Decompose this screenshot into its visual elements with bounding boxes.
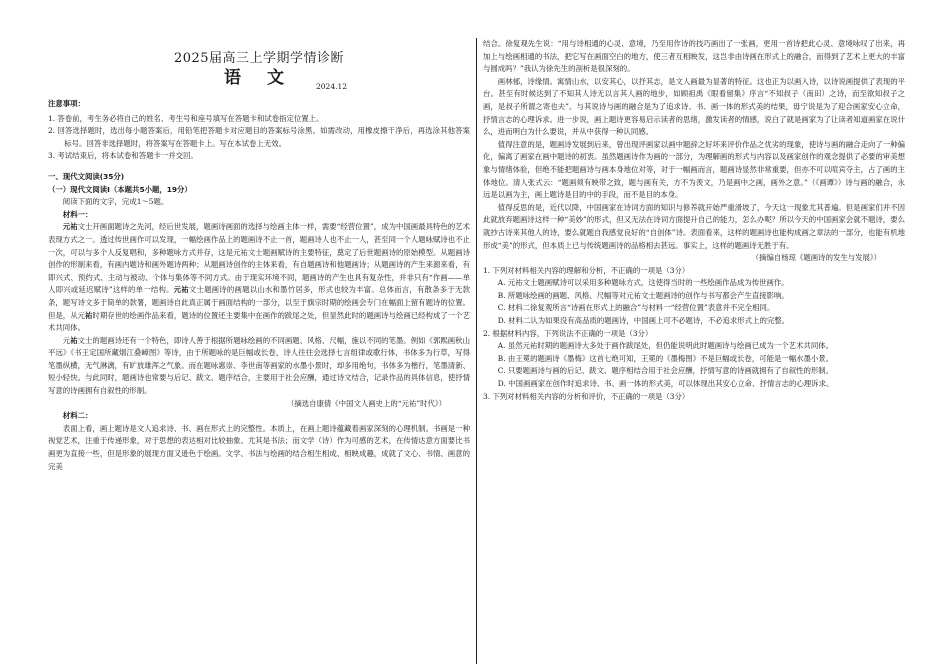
material1-citation: （摘选自康倩《中国文人画史上的“元祐”时代》） (286, 398, 446, 408)
era-name: 元祐 (62, 222, 78, 232)
question-2: 2. 根据材料内容，下列说法不正确的一项是（3分） (483, 328, 653, 338)
notice-heading: 注意事项： (48, 99, 85, 108)
era-name: 元祐 (173, 285, 189, 295)
material2-citation: （摘编自杨琼《题画诗的发生与发展》） (751, 253, 881, 263)
material1-paragraph-2: 元祐文士的题画诗还有一个特色，即诗人善于根据所题咏绘画的不同画题、风格、尺幅，施以不同的笔墨。例如《郭熙画秋山平远》《书王定国所藏烟江叠嶂图》等诗，由于所题咏的是巨幅或长卷，诗人往往会选择七言组律或歌行体，书体多为行草，写得笔墨纵横，无气淋漓，有旷放雄浑之气象。而在题咏惠崇、李世南等画家的水墨小景时，却多用绝句，书体多为楷行，笔墨清新、短小轻快。与此同时，题画诗也常要与后记、跋文、题序结合，主要用于社会应酬，通过诗文结合，记录作品的具体信息，使抒情写意的诗画拥有自叙性的形制。 (48, 335, 470, 396)
notice-list (48, 113, 470, 163)
notice-item: 1. 答卷前，考生务必将自己的姓名、考生号和座号填写在答题卡和试卷指定位置上。 (48, 113, 324, 123)
question-2-option-c: C. 只要题画诗与画的后记、跋文、题序相结合用于社会应酬，抒情写意的诗画就拥有了自叙性的形制。 (497, 366, 834, 376)
right-column (483, 38, 905, 403)
material1-label: 材料一： (62, 209, 93, 219)
question-1: 1. 下列对材料相关内容的理解和分析，不正确的一项是（3分） (483, 265, 690, 275)
question-1-option-a: A. 元祐文士题画赋诗可以采用多种题咏方式，这使得当时的一些绘画作品成为传世画作。 (497, 278, 789, 288)
material2-paragraph-4: 值得反思的是，近代以降，中国画家在诗词方面的知识与修养就开始严重滑坡了，今天这一现象尤其普遍。但是画家们并不因此就放弃题画诗这样一种“美妙”的形式，但又无法在诗词方面提升自己的能力，怎么办呢？所以今天的中国画家会就不题诗，要么就抄古诗来其他人的诗，要么就题自我感觉良好的“自创体”诗。表面看来，这样的题画诗也能构成画之章法的一部分，也能有机地形成“美”的形式，但本质上已与传统题画诗的品格相去甚远。事实上，这样的题画诗无胜于有。 (483, 202, 905, 250)
question-1-option-d: D. 材料二认为如果没有高品质的题画诗，中国画上可不必题诗，不必追求形式上的完整。 (497, 316, 790, 326)
reading-instruction: 阅读下面的文字，完成1～5题。 (62, 197, 169, 207)
era-name: 祐 (70, 335, 78, 345)
left-column (48, 50, 470, 473)
question-2-option-b: B. 由王冕的题画诗《墨梅》这首七绝可知，王冕的《墨梅图》不是巨幅或长卷，可能是一幅水墨小景。 (497, 353, 834, 363)
material1-paragraph-1: 元祐文士开画面题诗之先河，经后世发展，题画诗画面的选择与绘画主体一样，需要“经营位置”，成为中国画最具特色的艺术表现方式之一。透过传世画作可以发现，一幅绘画作品上的题画诗不止一首，题画诗人也不止一人，甚至同一个人题咏赋诗也不止一次，可以与多个人反复唱和，多种题咏方式并存，这是元祐文士题画赋诗的主要特征，奠定了后世题画诗的原始模型。从题画诗创作的形制来看，有画内题诗和画外题诗两种；从题画诗创作的主体来看，有自题画诗和他题画诗；从题画诗的产生来源来看，有即兴式、预约式、主动与被动、个体与集体等不同方式。由于现实环境不同，题画诗的产生也具有复杂性，并非只有“作画——单人即兴或延迟赋诗”这样的单一结构。元祐文士题画诗的画题以山水和墨竹居多，形式也较为丰富。总体而言，有散条多于无款条，题写诗文多于简单的款署，题画诗自此真正属于画面结构的一部分，以至于旗宗时期的绘画会专门在幅面上留有题诗的位置。但是，从元祐时期存世的绘画作品来看，题诗的位置还主要集中在画作的跋尾之处，但显然此时的题画诗与绘画已经构成了一个艺术共同体。 (48, 222, 470, 333)
exam-title: 2025届高三上学期学情诊断 (173, 51, 345, 66)
column-divider (476, 38, 477, 664)
notice-item: 3. 考试结束后，将本试卷和答题卡一并交回。 (48, 151, 198, 161)
material2-paragraph-3: 值得注意的是，题画诗发展到后来，曾出现评画家以画中题辞之好坏来评价作品之优劣的现象，使诗与画的融合走向了一种偏化，偏离了画家在画中题诗的初衷。虽然题画诗作为画的一部分，为理解画的形式与内容以及画家创作的观念提供了必要的审美想象与情绪体验，但绝不能把题画诗与画本身地位对等，对于一幅画而言，题画诗显然非常重要，但亦不可以喧宾夺主，占了画的主体地位。清人张式云：“题画须有映带之致，题与画有关，方不为羡文，乃是画中之画，画外之意。”（《画谭》）诗与画的融合，永远是以画为主，画上题诗是目的中的手段，而不是目的本身。 (483, 139, 905, 200)
material2-label: 材料二： (62, 411, 93, 421)
notice-item: 2. 回答选择题时，选出每小题答案后，用铅笔把答题卡对应题目的答案标号涂黑。如需改动，用橡皮擦干净后，再选涂其他答案标号。回答非选择题时，将答案写在答题卡上。写在本试卷上无效。 (48, 126, 470, 148)
material2-paragraph-continued: 结合。徐复观先生说：“用与诗相通的心灵、意境，乃至用作诗的技巧画出了一张画，更用一首诗把此心灵、意境咏叹了出来，再加上与绘画相通的书法，把它写在画面空白的地方，使三者互相映发，这岂非由诗画在形式上的融合，而得到了艺术上更大的丰富与圆成吗？”我认为徐先生的剖析是很深刻的。 (483, 39, 905, 74)
question-2-option-d: D. 中国画画家在创作时追求诗、书、画一体的形式美，可以体现出其安心立命、抒情言志的心理诉求。 (497, 379, 834, 389)
exam-date: 2024.12 (316, 82, 348, 91)
question-1-option-b: B. 所题咏绘画的画题、风格、尺幅等对元祐文士题画诗的创作与书写都会产生直接影响。 (497, 290, 789, 300)
subsection-heading: （一）现代文阅读Ⅰ（本题共5小题，19分） (48, 184, 192, 194)
question-1-option-c: C. 材料二徐复观所言“诗画在形式上的融合”与材料一“经营位置”表意并不完全相同。 (497, 303, 775, 313)
subject-heading: 语 文 (224, 68, 294, 88)
question-3: 3. 下列对材料相关内容的分析和评价，不正确的一项是（3分） (483, 391, 690, 401)
section-heading: 一、现代文阅读(35分) (48, 171, 125, 181)
era-name: 祐 (85, 310, 93, 320)
material2-paragraph-1: 表面上看，画上题诗是文人追求诗、书、画在形式上的完整性。本质上，在画上题诗蕴藏着画家深刻的心理机制。书画是一种视觉艺术，注重于传递形象，对于思想的表达相对比较抽象。尤其是书法；而文学（诗）作为可感的艺术，在传情达意方面要比书画更为直接一些，但是形象的展现方面又逊色于绘画。文学、书法与绘画的结合相生相成、相映成趣，成就了文心、书情、画意的完美 (48, 423, 470, 471)
subject-row (48, 68, 470, 94)
material2-paragraph-2: 画林郁，诗缘情。寓情山水，以安其心，以抒其志，是文人画最为显著的特征。这也正为以画入诗，以诗说画提供了表现的平台。甚至有时候达到了不知其人诗无以言其人画的地步，如顾祖禹《眼看留集》序言“不知叔子（南田）之诗，而至欲知叔子之画，是叔子所谓之寄也夫”。与其说诗与画的融合是为了追求诗、书、画一体的形式美的结果，毋宁说是为了迎合画家安心立命，抒情言志的心理诉求。进一步说，画上题诗更容易启示读者的思绪，激发读者的情感，说白了就是画家为了让读者知道画家在说什么，进而明白为什么要说，并从中获得一种认同感。 (483, 76, 905, 137)
question-2-option-a: A. 虽然元祐时期的题画诗大多处于画作跋尾处，但仍能说明此时题画诗与绘画已成为一个艺术共同体。 (497, 341, 834, 351)
